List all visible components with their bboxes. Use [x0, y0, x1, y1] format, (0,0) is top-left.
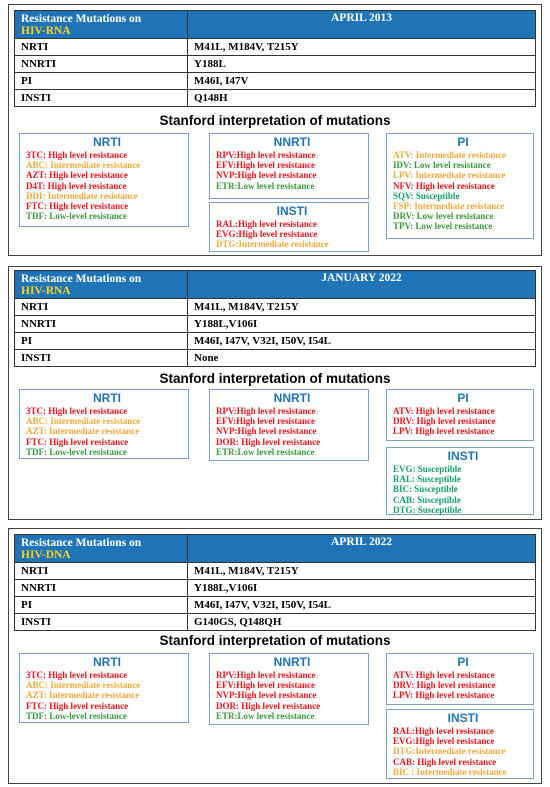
mutations-table	[14, 10, 536, 107]
nnrti-box	[209, 389, 369, 461]
drug-line: AZT: Intermediate resistance	[26, 426, 140, 437]
drug-line: NVP:High level resistance	[216, 426, 317, 437]
nrti-box	[19, 653, 189, 723]
drug-line: IDV: Low level resistance	[393, 160, 491, 171]
drug-line: LPV: High level resistance	[393, 690, 495, 701]
box-title: NRTI	[93, 655, 121, 669]
drug-line: CAB: High level resistance	[393, 756, 497, 767]
table-row: NNRTI Y188L,V106I	[15, 580, 536, 597]
table-row: INSTI None	[15, 350, 536, 367]
drug-line: FTC: High level resistance	[26, 700, 129, 711]
table-header	[15, 535, 536, 563]
drug-line: TDF: Low-level resistance	[26, 446, 127, 457]
drug-line: FTC: High level resistance	[26, 436, 129, 447]
insti-box	[386, 709, 534, 779]
box-title: NNRTI	[273, 135, 311, 149]
box-title: INSTI	[447, 449, 479, 463]
drug-line: ATV: High level resistance	[393, 406, 495, 416]
drug-line: LPV: Intermediate resistance	[393, 170, 506, 181]
table-row: PI M46I, I47V, V32I, I50V, I54L	[15, 597, 536, 614]
sample-type: HIV-RNA	[21, 24, 71, 37]
box-title: PI	[457, 135, 469, 149]
drug-line: DDI: Intermediate resistance	[26, 190, 138, 201]
pi-box	[386, 653, 534, 705]
table-row: NNRTI Y188L	[15, 56, 536, 73]
header-label: Resistance Mutations on HIV-DNA	[15, 535, 188, 563]
drug-line: D4T: High level resistance	[26, 180, 127, 191]
table-row: NRTI M41L, M184V, T215Y	[15, 563, 536, 580]
drug-line: EVG:High level resistance	[216, 229, 318, 240]
stanford-title: Stanford interpretation of mutations	[159, 633, 391, 648]
drug-line: ETR:Low level resistance	[216, 180, 315, 191]
table-header	[15, 11, 536, 39]
insti-box	[386, 447, 534, 515]
drug-line: ETR:Low level resistance	[216, 710, 315, 721]
box-title: INSTI	[447, 711, 479, 725]
box-title: NRTI	[93, 135, 121, 149]
drug-line: DRV: High level resistance	[393, 680, 496, 691]
table-row: PI M46I, I47V, V32I, I50V, I54L	[15, 333, 536, 350]
drug-line: DRV: Low level resistance	[393, 211, 494, 222]
nnrti-box	[209, 133, 369, 199]
header-label: Resistance Mutations on HIV-RNA	[15, 11, 188, 39]
drug-line: ATV: High level resistance	[393, 670, 495, 680]
box-title: NNRTI	[273, 655, 311, 669]
drug-line: ATV: Intermediate resistance	[393, 150, 506, 160]
pi-box	[386, 389, 534, 441]
drug-line: DTG:Intermediate resistance	[216, 239, 329, 250]
sample-type: HIV-RNA	[21, 284, 71, 297]
nrti-box	[19, 133, 189, 227]
stanford-title: Stanford interpretation of mutations	[159, 113, 391, 128]
drug-line: DRV: High level resistance	[393, 416, 496, 427]
drug-line: NVP:High level resistance	[216, 170, 317, 181]
header-date: JANUARY 2022	[188, 271, 536, 299]
table-row: INSTI Q148H	[15, 90, 536, 107]
drug-line: EFV:High level resistance	[216, 680, 315, 691]
nrti-box	[19, 389, 189, 459]
table-row: NRTI M41L, M184V, T215Y	[15, 299, 536, 316]
table-row: PI M46I, I47V	[15, 73, 536, 90]
table-row: INSTI G140GS, Q148QH	[15, 614, 536, 631]
drug-line: AZT: High level resistance	[26, 170, 128, 181]
drug-line: EVG:High level resistance	[393, 736, 495, 747]
insti-box	[209, 202, 369, 252]
drug-line: DTG:Intermediate resistance	[393, 746, 506, 757]
panel-april-2013	[8, 4, 542, 256]
drug-line: FTC: High level resistance	[26, 201, 129, 212]
drug-line: AZT: Intermediate resistance	[26, 690, 140, 701]
drug-line: RAL:High level resistance	[393, 726, 494, 736]
drug-line: RAL:High level resistance	[216, 219, 317, 229]
drug-line: NVP:High level resistance	[216, 690, 317, 701]
drug-line: SQV: Susceptible	[393, 190, 460, 201]
drug-line: TDF: Low-level resistance	[26, 211, 127, 222]
drug-line: FSP: Intermediate resistance	[393, 201, 505, 212]
box-title: INSTI	[276, 204, 308, 218]
header-date: APRIL 2013	[188, 11, 536, 39]
drug-line: EFV:High level resistance	[216, 416, 315, 427]
drug-line: BIC: Susceptible	[393, 484, 458, 495]
box-title: NNRTI	[273, 391, 311, 405]
drug-line: 3TC: High level resistance	[26, 406, 128, 416]
drug-line: DTG: Susceptible	[393, 504, 462, 515]
stanford-title: Stanford interpretation of mutations	[159, 371, 391, 386]
table-row: NNRTI Y188L,V106I	[15, 316, 536, 333]
table-header	[15, 271, 536, 299]
drug-line: 3TC: High level resistance	[26, 150, 128, 160]
drug-line: RAL: Susceptible	[393, 474, 461, 485]
drug-line: 3TC: High level resistance	[26, 670, 128, 680]
drug-line: EFV:High level resistance	[216, 160, 315, 171]
drug-line: TDF: Low-level resistance	[26, 710, 127, 721]
mutations-table	[14, 534, 536, 631]
sample-type: HIV-DNA	[21, 548, 71, 561]
panel-april-2022	[8, 528, 542, 784]
header-date: APRIL 2022	[188, 535, 536, 563]
drug-line: ABC: Intermediate resistance	[26, 416, 141, 427]
box-title: PI	[457, 391, 469, 405]
drug-line: BIC : Intermediate resistance	[393, 766, 507, 777]
drug-line: TPV: Low level resistance	[393, 221, 493, 232]
drug-line: RPV:High level resistance	[216, 150, 316, 160]
drug-line: DOR: High level resistance	[216, 436, 321, 447]
mutations-table	[14, 270, 536, 367]
drug-line: EVG: Susceptible	[393, 464, 462, 474]
drug-line: CAB: Susceptible	[393, 494, 461, 505]
panel-january-2022	[8, 266, 542, 520]
drug-line: LPV: High level resistance	[393, 426, 495, 437]
drug-line: RPV:High level resistance	[216, 406, 316, 416]
drug-line: NFV: High level resistance	[393, 180, 495, 191]
header-label: Resistance Mutations on HIV-RNA	[15, 271, 188, 299]
drug-line: RPV:High level resistance	[216, 670, 316, 680]
pi-box	[386, 133, 534, 239]
nnrti-box	[209, 653, 369, 725]
box-title: PI	[457, 655, 469, 669]
drug-line: ABC: Intermediate resistance	[26, 680, 141, 691]
drug-line: ETR:Low level resistance	[216, 446, 315, 457]
table-row: NRTI M41L, M184V, T215Y	[15, 39, 536, 56]
drug-line: DOR: High level resistance	[216, 700, 321, 711]
drug-line: ABC: Intermediate resistance	[26, 160, 141, 171]
box-title: NRTI	[93, 391, 121, 405]
